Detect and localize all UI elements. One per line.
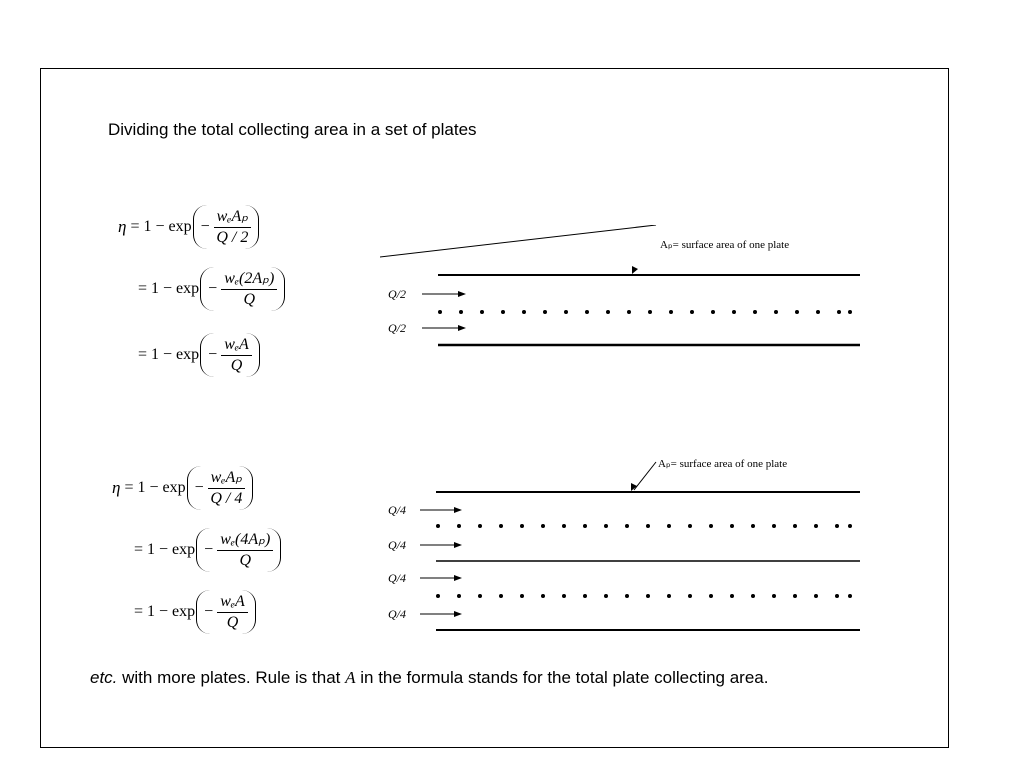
fraction (217, 531, 273, 569)
equation-prefix: = 1 − exp (134, 541, 196, 558)
slide-heading: Dividing the total collecting area in a set of plates (108, 120, 477, 139)
plate-pointer-arrowhead (632, 266, 638, 274)
flow-arrowhead (454, 611, 462, 617)
plate-diagram-top (380, 225, 870, 360)
equation-prefix: = 1 − exp (138, 346, 200, 363)
paren-group: − $\frac{\text{wₑ(4Aₚ)}}{Q}$ (196, 528, 281, 572)
footer-etc: etc. (90, 668, 118, 687)
equation-prefix: = 1 − exp (130, 218, 192, 235)
fraction-denominator: Q (243, 290, 256, 308)
footer-symbol: A (345, 668, 356, 687)
fraction (221, 336, 252, 374)
flow-label: Q/2 (388, 321, 406, 335)
plate-label: Aₚ= surface area of one plate (658, 458, 788, 470)
fraction-numerator: wₑ(4Aₚ) (217, 531, 273, 551)
flow-arrowhead (454, 542, 462, 548)
equation-line (138, 267, 285, 311)
eta-symbol: η (112, 478, 121, 497)
fraction (214, 208, 252, 246)
flow-arrowhead (454, 575, 462, 581)
eta-symbol: η (118, 217, 127, 236)
footer-text-before: with more plates. Rule is that (117, 668, 346, 687)
equation-prefix: = 1 − exp (134, 603, 196, 620)
plate-diagram-bottom (380, 450, 870, 640)
flow-arrowhead (454, 507, 462, 513)
fraction (208, 469, 246, 507)
equation-line (134, 590, 256, 634)
paren-group: − $\frac{\text{wₑAₚ}}{Q / 4}$ (187, 466, 254, 510)
fraction-numerator: wₑAₚ (208, 469, 246, 489)
fraction-numerator: wₑA (221, 336, 252, 356)
equation-prefix: = 1 − exp (124, 479, 186, 496)
equation-line (138, 333, 260, 377)
equation-line (134, 528, 281, 572)
flow-label: Q/4 (388, 607, 406, 621)
flow-label: Q/4 (388, 538, 406, 552)
slide-footer (90, 668, 768, 688)
fraction-denominator: Q (230, 356, 243, 374)
plate-pointer (634, 462, 656, 490)
slide-frame (40, 68, 949, 748)
paren-group: − $\frac{\text{wₑAₚ}}{Q / 2}$ (193, 205, 260, 249)
flow-label: Q/2 (388, 287, 406, 301)
fraction-denominator: Q (226, 613, 239, 631)
equation-line (118, 205, 259, 249)
fraction-numerator: wₑAₚ (214, 208, 252, 228)
footer-text-after: in the formula stands for the total plate collecting area. (355, 668, 769, 687)
paren-group: − $\frac{\text{wₑ(2Aₚ)}}{Q}$ (200, 267, 285, 311)
flow-label: Q/4 (388, 503, 406, 517)
paren-group: − $\frac{\text{wₑA}}{Q}$ (200, 333, 260, 377)
plate-label: Aₚ= surface area of one plate (660, 239, 790, 251)
equation-block-bottom (112, 466, 352, 646)
fraction-denominator: Q (239, 551, 252, 569)
plate-pointer (380, 225, 656, 257)
flow-label: Q/4 (388, 571, 406, 585)
fraction (221, 270, 277, 308)
paren-group: − $\frac{\text{wₑA}}{Q}$ (196, 590, 256, 634)
equation-block-top (118, 205, 358, 385)
discharge-wire (436, 524, 852, 528)
fraction-numerator: wₑA (217, 593, 248, 613)
equation-line (112, 466, 253, 510)
discharge-wire (436, 594, 852, 598)
flow-arrowhead (458, 325, 466, 331)
fraction (217, 593, 248, 631)
fraction-numerator: wₑ(2Aₚ) (221, 270, 277, 290)
fraction-denominator: Q / 4 (210, 489, 243, 507)
equation-prefix: = 1 − exp (138, 280, 200, 297)
discharge-wire (438, 310, 852, 314)
flow-arrowhead (458, 291, 466, 297)
fraction-denominator: Q / 2 (216, 228, 249, 246)
